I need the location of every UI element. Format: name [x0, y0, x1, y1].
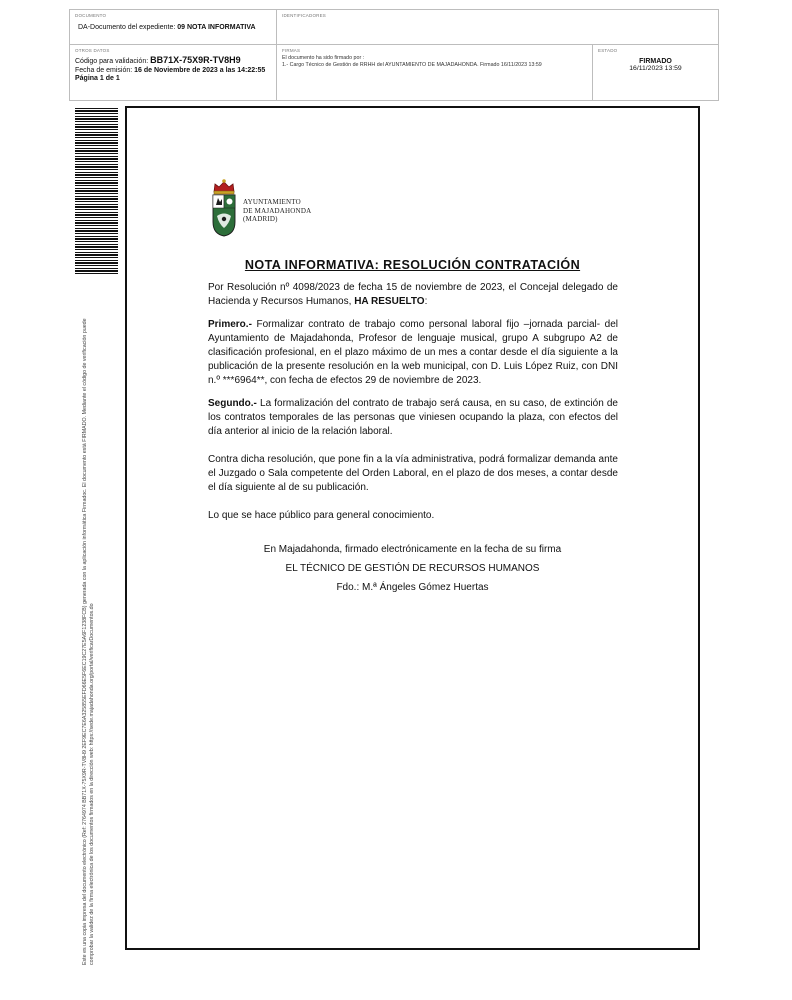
status-date: 16/11/2023 13:59	[629, 65, 682, 72]
document-page	[125, 106, 700, 950]
page-info: Página 1 de 1	[75, 75, 120, 82]
document-label: DOCUMENTO	[75, 13, 107, 18]
paragraph-appeal: Contra dicha resolución, que pone fin a la vía administrativa, podrá formalizar demanda ante el Juzgado o Sala competente del Orden Laboral, en el plazo de dos meses, a contar desde el día siguiente al de su publicación.	[208, 454, 618, 493]
document-cell	[70, 10, 277, 45]
status-label: ESTADO	[598, 48, 618, 53]
municipality-logo	[209, 178, 311, 238]
document-body	[208, 281, 618, 532]
paragraph-primero: Primero.- Formalizar contrato de trabajo como personal laboral fijo –jornada parcial- del Ayuntamiento de Majadahonda, Profesor de lenguaje musical, grupo A subgrupo A2 de clasificación profesional, en el plazo máximo de un mes a contar desde el día siguiente a la publicación de la presente resolución en la web municipal, con D. Luis López Ruiz, con DNI n.º ***6964**, con fecha de efectos 29 de noviembre de 2023.	[208, 319, 618, 386]
document-value-bold: 09 NOTA INFORMATIVA	[177, 24, 256, 31]
document-title: NOTA INFORMATIVA: RESOLUCIÓN CONTRATACIÓN	[244, 258, 581, 272]
coat-of-arms-icon	[209, 178, 239, 238]
signature-place: En Majadahonda, firmado electrónicamente en la fecha de su firma	[263, 544, 562, 555]
signature-role: EL TÉCNICO DE GESTIÓN DE RECURSOS HUMANOS	[285, 563, 540, 574]
other-data-label: OTROS DATOS	[75, 48, 110, 53]
other-data-cell	[70, 45, 277, 100]
document-value: DA-Documento del expediente: 09 NOTA INFORMATIVA	[78, 24, 256, 31]
paragraph-segundo: Segundo.- La formalización del contrato de trabajo será causa, en su caso, de extinción de los contratos temporales de las personas que viniesen ocupando la plaza, con efectos del día anterior al inicio de la relación laboral.	[208, 398, 618, 437]
identifiers-label: IDENTIFICADORES	[282, 13, 327, 18]
paragraph-public: Lo que se hace público para general conocimiento.	[208, 510, 435, 521]
signatures-cell	[277, 45, 593, 100]
signatures-line-2: 1.- Cargo Técnico de Gestión de RRHH del AYUNTAMIENTO DE MAJADAHONDA. Firmado 16/11/2023 13:59	[282, 62, 542, 68]
issue-date: 16 de Noviembre de 2023 a las 14:22:55	[134, 66, 266, 74]
status-cell	[593, 45, 718, 100]
intro-paragraph: Por Resolución nº 4098/2023 de fecha 15 de noviembre de 2023, el Concejal delegado de Hacienda y Recursos Humanos, HA RESUELTO:	[208, 282, 618, 307]
signatures-label: FIRMAS	[282, 48, 301, 53]
signature-block	[127, 540, 698, 597]
validation-code-line: Código para validación: BB71X-75X9R-TV8H9	[75, 55, 241, 65]
verification-side-text: Este es una copia impresa del documento electrónico (Ref: 2764974 BB71X-75X9R-TV8H9 2EF9EC7E6A325855EFD66E5F6EC19C27E5A6F1238FCB) generada con la aplicación informática Firmadoc. El documento está FIRMADO. Mediante el código de verificación puede comprobar la validez de la firma electrónica de los documentos firmados en la dirección web: https://sede.majadahonda.org/portal/verificarDocumentos.do	[82, 318, 95, 965]
header-table	[69, 9, 719, 101]
issue-date-line: Fecha de emisión: 16 de Noviembre de 2023 a las 14:22:55	[75, 66, 266, 74]
identifiers-cell	[277, 10, 718, 45]
logo-text: AYUNTAMIENTO DE MAJADAHONDA (MADRID)	[243, 198, 312, 223]
status-value: FIRMADO	[639, 58, 672, 65]
validation-code[interactable]: BB71X-75X9R-TV8H9	[150, 55, 241, 65]
signature-name: Fdo.: M.ª Ángeles Gómez Huertas	[336, 582, 489, 593]
barcode	[75, 108, 118, 276]
signatures-line-1: El documento ha sido firmado por :	[282, 55, 365, 61]
